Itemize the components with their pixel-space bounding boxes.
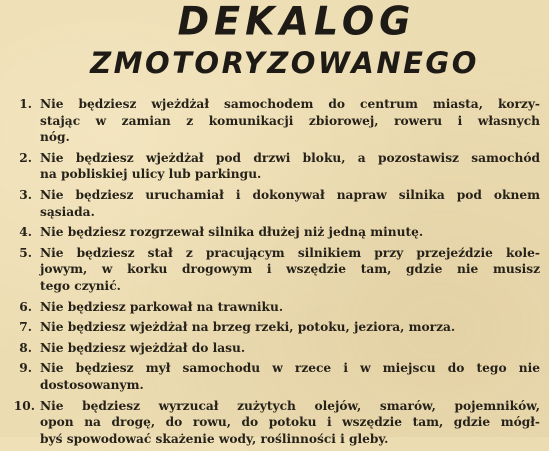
- item-number: 4.: [19, 225, 32, 240]
- item-text-line: Nie będziesz stał z pracującym silnikiem przy przejeździe kole-: [40, 245, 540, 260]
- list-item: [12, 299, 540, 316]
- item-text: [40, 245, 540, 295]
- item-text: [40, 299, 540, 316]
- item-text-line: Nie będziesz parkował na trawniku.: [40, 299, 284, 314]
- commandment-list: [12, 96, 540, 451]
- item-text-line: byś spowodować skażenie wody, roślinności i gleby.: [40, 431, 389, 446]
- item-text-line: Nie będziesz mył samochodu w rzece i w miejscu do tego nie: [40, 361, 540, 376]
- list-item: [12, 96, 540, 146]
- item-text-line: nóg.: [40, 130, 70, 145]
- title-line-2: ZMOTORYZOWANEGO: [90, 46, 479, 80]
- item-number: 8.: [19, 340, 32, 355]
- item-text-line: na pobliskiej ulicy lub parkingu.: [40, 167, 262, 182]
- item-text-line: Nie będziesz wjeżdżał pod drzwi bloku, a pozostawisz samochód: [40, 150, 540, 165]
- item-number: 10.: [13, 398, 35, 413]
- list-item: [12, 187, 540, 220]
- item-text-line: Nie będziesz wjeżdżał samochodem do centrum miasta, korzy-: [40, 97, 540, 111]
- item-text-line: sąsiada.: [40, 204, 95, 219]
- item-text-line: jowym, w korku drogowym i wszędzie tam, gdzie nie musisz: [40, 262, 540, 277]
- item-text: [40, 340, 540, 357]
- list-item: [12, 150, 540, 183]
- item-text-line: Nie będziesz wjeżdżał na brzeg rzeki, potoku, jeziora, morza.: [40, 320, 456, 335]
- list-item: [12, 245, 540, 295]
- item-text: [40, 398, 540, 448]
- item-text-line: stając w zamian z komunikacji zbiorowej, roweru i własnych: [40, 113, 540, 128]
- item-text: [40, 96, 540, 146]
- item-number: 2.: [19, 150, 32, 165]
- item-text: [40, 150, 540, 183]
- item-text-line: Nie będziesz wjeżdżał do lasu.: [40, 340, 246, 355]
- item-text-line: Nie będziesz uruchamiał i dokonywał napraw silnika pod oknem: [40, 187, 540, 202]
- item-number: 6.: [19, 299, 32, 314]
- item-text-line: dostosowanym.: [40, 377, 144, 392]
- item-text-line: Nie będziesz rozgrzewał silnika dłużej niż jedną minutę.: [40, 225, 424, 240]
- item-number: 5.: [19, 245, 32, 260]
- item-text-line: Nie będziesz wyrzucał zużytych olejów, smarów, pojemników,: [40, 398, 540, 413]
- item-number: 3.: [19, 187, 32, 202]
- list-item: [12, 319, 540, 336]
- item-number: 7.: [19, 320, 32, 335]
- list-item: [12, 224, 540, 241]
- item-text: [40, 224, 540, 241]
- item-text: [40, 360, 540, 393]
- title-line-1: DEKALOG: [177, 0, 416, 44]
- item-number: 9.: [19, 361, 32, 376]
- list-item: [12, 398, 540, 448]
- item-text: [40, 319, 540, 336]
- item-text-line: tego czynić.: [40, 278, 121, 293]
- item-text-line: opon na drogę, do rowu, do potoku i wszędzie tam, gdzie mógł-: [40, 415, 540, 430]
- list-item: [12, 360, 540, 393]
- item-number: 1.: [19, 97, 32, 111]
- item-text: [40, 187, 540, 220]
- list-item: [12, 340, 540, 357]
